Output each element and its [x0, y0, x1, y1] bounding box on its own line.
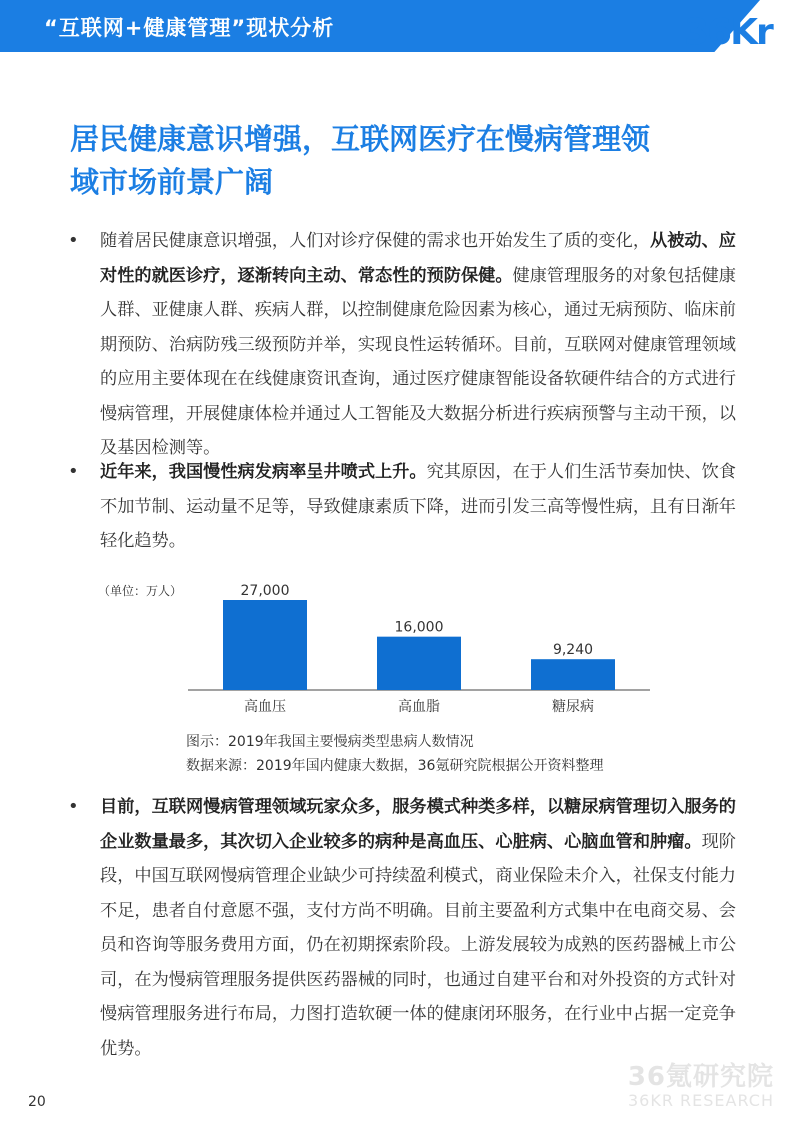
bullet-text-1 [100, 224, 736, 466]
watermark-line-2: 36KR RESEARCH [627, 1091, 774, 1110]
bar-value-label-1: 27,000 [240, 583, 290, 599]
bullet-dot: • [68, 230, 79, 251]
watermark-line-1: 36氪研究院 [627, 1062, 774, 1092]
bullet-dot: • [68, 796, 79, 817]
bullet-1-segment-1: 随着居民健康意识增强，人们对诊疗保健的需求也开始发生了质的变化， [100, 231, 651, 251]
logo-text: 36Kr [684, 12, 772, 52]
bar-value-label-2: 16,000 [394, 619, 444, 636]
bullet-text-3 [100, 790, 736, 1066]
bar-chart [98, 572, 658, 722]
bullet-1-segment-3: 健康管理服务的对象包括健康人群、亚健康人群、疾病人群，以控制健康危险因素为核心，通过无病预防、临床前期预防、治病防残三级预防并举，实现良性运转循环。目前，互联网对健康管理领域的应用主要体现在在线健康资讯查询，通过医疗健康智能设备软硬件结合的方式进行慢病管理，开展健康体检并通过人工智能及大数据分析进行疾病预警与主动干预，以及基因检测等。 [100, 265, 736, 458]
category-label-2: 高血脂 [398, 699, 440, 715]
page-heading-line-2: 域市场前景广阔 [70, 165, 274, 199]
bar-2 [377, 637, 461, 690]
bar-value-label-3: 9,240 [552, 642, 594, 659]
bullet-text-2 [100, 455, 736, 559]
watermark [628, 1056, 774, 1110]
category-label-1: 高血压 [244, 699, 286, 715]
page-number: 20 [28, 1094, 46, 1110]
bullet-3-segment-1: 目前，互联网慢病管理领域玩家众多，服务模式种类多样，以糖尿病管理切入服务的企业数量最多，其次切入企业较多的病种是高血压、心脏病、心脑血管和肿瘤。 [100, 797, 736, 852]
bullet-2-segment-2: 究其原因，在于人们生活节奏加快、饮食不加节制、运动量不足等，导致健康素质下降，进而引发三高等慢性病，且有日渐年轻化趋势。 [100, 462, 736, 551]
header-title: “互联网+健康管理”现状分析 [44, 16, 335, 40]
page-heading [70, 118, 750, 204]
bullet-2-segment-1: 近年来，我国慢性病发病率呈井喷式上升。 [100, 462, 427, 482]
bullet-dot: • [68, 461, 79, 482]
bullet-1-segment-2: 从被动、应对性的就医诊疗，逐渐转向主动、常态性的预防保健。 [100, 231, 736, 286]
category-label-3: 糖尿病 [552, 699, 594, 715]
bar-3 [531, 659, 615, 690]
bar-1 [223, 600, 307, 690]
bullet-3-segment-2: 现阶段，中国互联网慢病管理企业缺少可持续盈利模式，商业保险未介入，社保支付能力不足，患者自付意愿不强，支付方尚不明确。目前主要盈利方式集中在电商交易、会员和咨询等服务费用方面，仍在初期探索阶段。上游发展较为成熟的医药器械上市公司，在为慢病管理服务提供医药器械的同时，也通过自建平台和对外投资的方式针对慢病管理服务进行布局，力图打造软硬一体的健康闭环服务，在行业中占据一定竞争优势。 [100, 831, 736, 1059]
bullet-paragraph-1 [68, 224, 736, 466]
bullet-paragraph-3 [68, 790, 736, 1066]
chart-svg [98, 572, 658, 722]
source-caption: 数据来源：2019年国内健康大数据，36氪研究院根据公开资料整理 [186, 758, 604, 774]
36kr-logo [676, 2, 786, 52]
page-heading-line-1: 居民健康意识增强，互联网医疗在慢病管理领 [70, 122, 651, 156]
figure-caption: 图示：2019年我国主要慢病类型患病人数情况 [186, 734, 474, 750]
bullet-paragraph-2 [68, 455, 736, 559]
chart-unit-label: （单位：万人） [98, 584, 183, 598]
